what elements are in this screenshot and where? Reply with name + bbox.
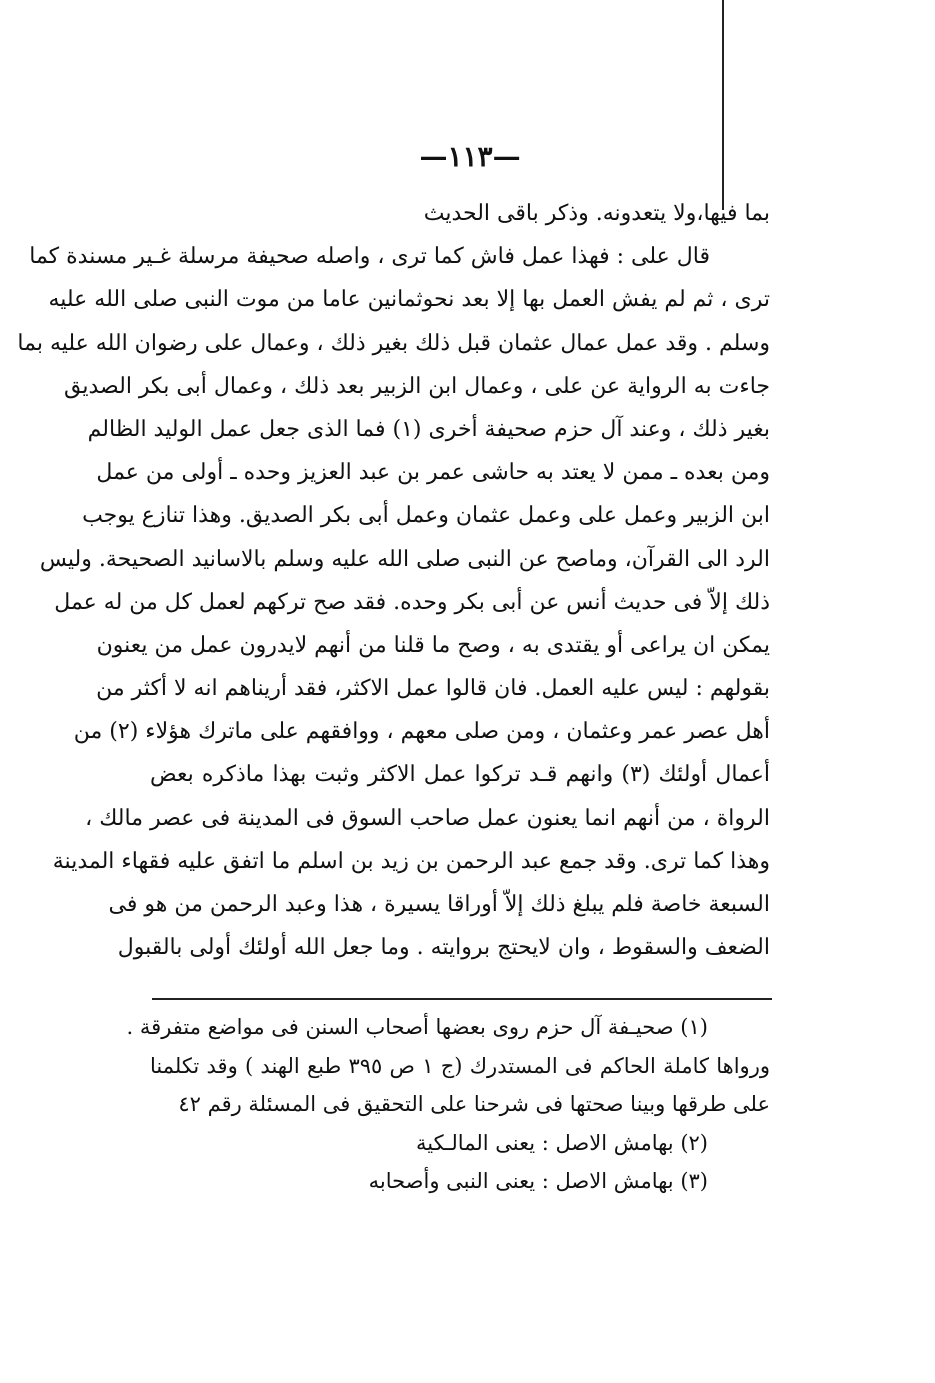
body-line: بما فيها،ولا يتعدونه. وذكر باقى الحديث <box>423 201 770 226</box>
body-text <box>17 192 770 969</box>
body-line: أهل عصر عمر وعثمان ، ومن صلى معهم ، ووافقهم على ماترك هؤلاء (٢) من <box>73 719 770 745</box>
body-line: بغير ذلك ، وعند آل حزم صحيفة أخرى (١) فما الذى جعل عمل الوليد الظالم <box>87 416 770 442</box>
page-number: —١١٣— <box>419 140 521 173</box>
footnote-line: (١) صحيـفة آل حزم روى بعضها أصحاب السنن فى مواضع متفرقة . <box>126 1015 708 1039</box>
body-line: قال على : فهذا عمل فاش كما ترى ، واصله صحيفة مرسلة غـير مسندة كما <box>29 244 710 270</box>
body-line: وسلم . وقد عمل عمال عثمان قبل ذلك بغير ذلك ، وعمال على رضوان الله عليه بما <box>17 330 770 356</box>
body-line: السبعة خاصة فلم يبلغ ذلك إلاّ أوراقا يسيرة ، هذا وعبد الرحمن من هو فى <box>108 892 770 917</box>
body-line: ابن الزبير وعمل على وعمل عثمان وعمل أبى بكر الصديق. وهذا تنازع يوجب <box>82 503 770 529</box>
body-line: بقولهم : ليس عليه العمل. فان قالوا عمل الاكثر، فقد أريناهم انه لا أكثر من <box>96 676 770 702</box>
body-line: الرد الى القرآن، وماصح عن النبى صلى الله عليه وسلم بالاسانيد الصحيحة. وليس <box>39 546 770 572</box>
margin-rule <box>722 0 724 210</box>
body-line: أعمال أولئك (٣) وانهم قـد تركوا عمل الاكثر وثبت بهذا ماذكره بعض <box>150 762 770 788</box>
footnote-line: ورواها كاملة الحاكم فى المستدرك (ج ١ ص ٣٩٥ طبع الهند ) وقد تكلمنا <box>150 1053 770 1078</box>
footnote-divider <box>152 998 772 1000</box>
body-line: وهذا كما ترى. وقد جمع عبد الرحمن بن زيد بن اسلم ما اتفق عليه فقهاء المدينة <box>52 848 770 874</box>
footnote-line: (٢) بهامش الاصل : يعنى المالـكية <box>416 1130 708 1155</box>
footnote-line: على طرقها وبينا صحتها فى شرحنا على التحقيق فى المسئلة رقم ٤٢ <box>178 1092 770 1116</box>
footnote-line: (٣) بهامش الاصل : يعنى النبى وأصحابه <box>368 1169 708 1193</box>
footnotes <box>126 1008 770 1201</box>
body-line: الرواة ، من أنهم انما يعنون عمل صاحب السوق فى المدينة فى عصر مالك ، <box>85 805 770 831</box>
body-line: ترى ، ثم لم يفش العمل بها إلا بعد نحوثمانين عاما من موت النبى صلى الله عليه <box>48 287 770 313</box>
body-line: ومن بعده ـ ممن لا يعتد به حاشى عمر بن عبد العزيز وحده ـ أولى من عمل <box>96 460 770 486</box>
body-line: الضعف والسقوط ، وان لايحتج بروايته . وما جعل الله أولئك أولى بالقبول <box>117 935 770 961</box>
body-line: يمكن ان يراعى أو يقتدى به ، وصح ما قلنا من أنهم لايدرون عمل من يعنون <box>96 632 770 658</box>
body-line: ذلك إلاّ فى حديث أنس عن أبى بكر وحده. فقد صح تركهم لعمل كل من له عمل <box>54 589 770 615</box>
body-line: جاءت به الرواية عن على ، وعمال ابن الزبير بعد ذلك ، وعمال أبى بكر الصديق <box>64 373 770 399</box>
